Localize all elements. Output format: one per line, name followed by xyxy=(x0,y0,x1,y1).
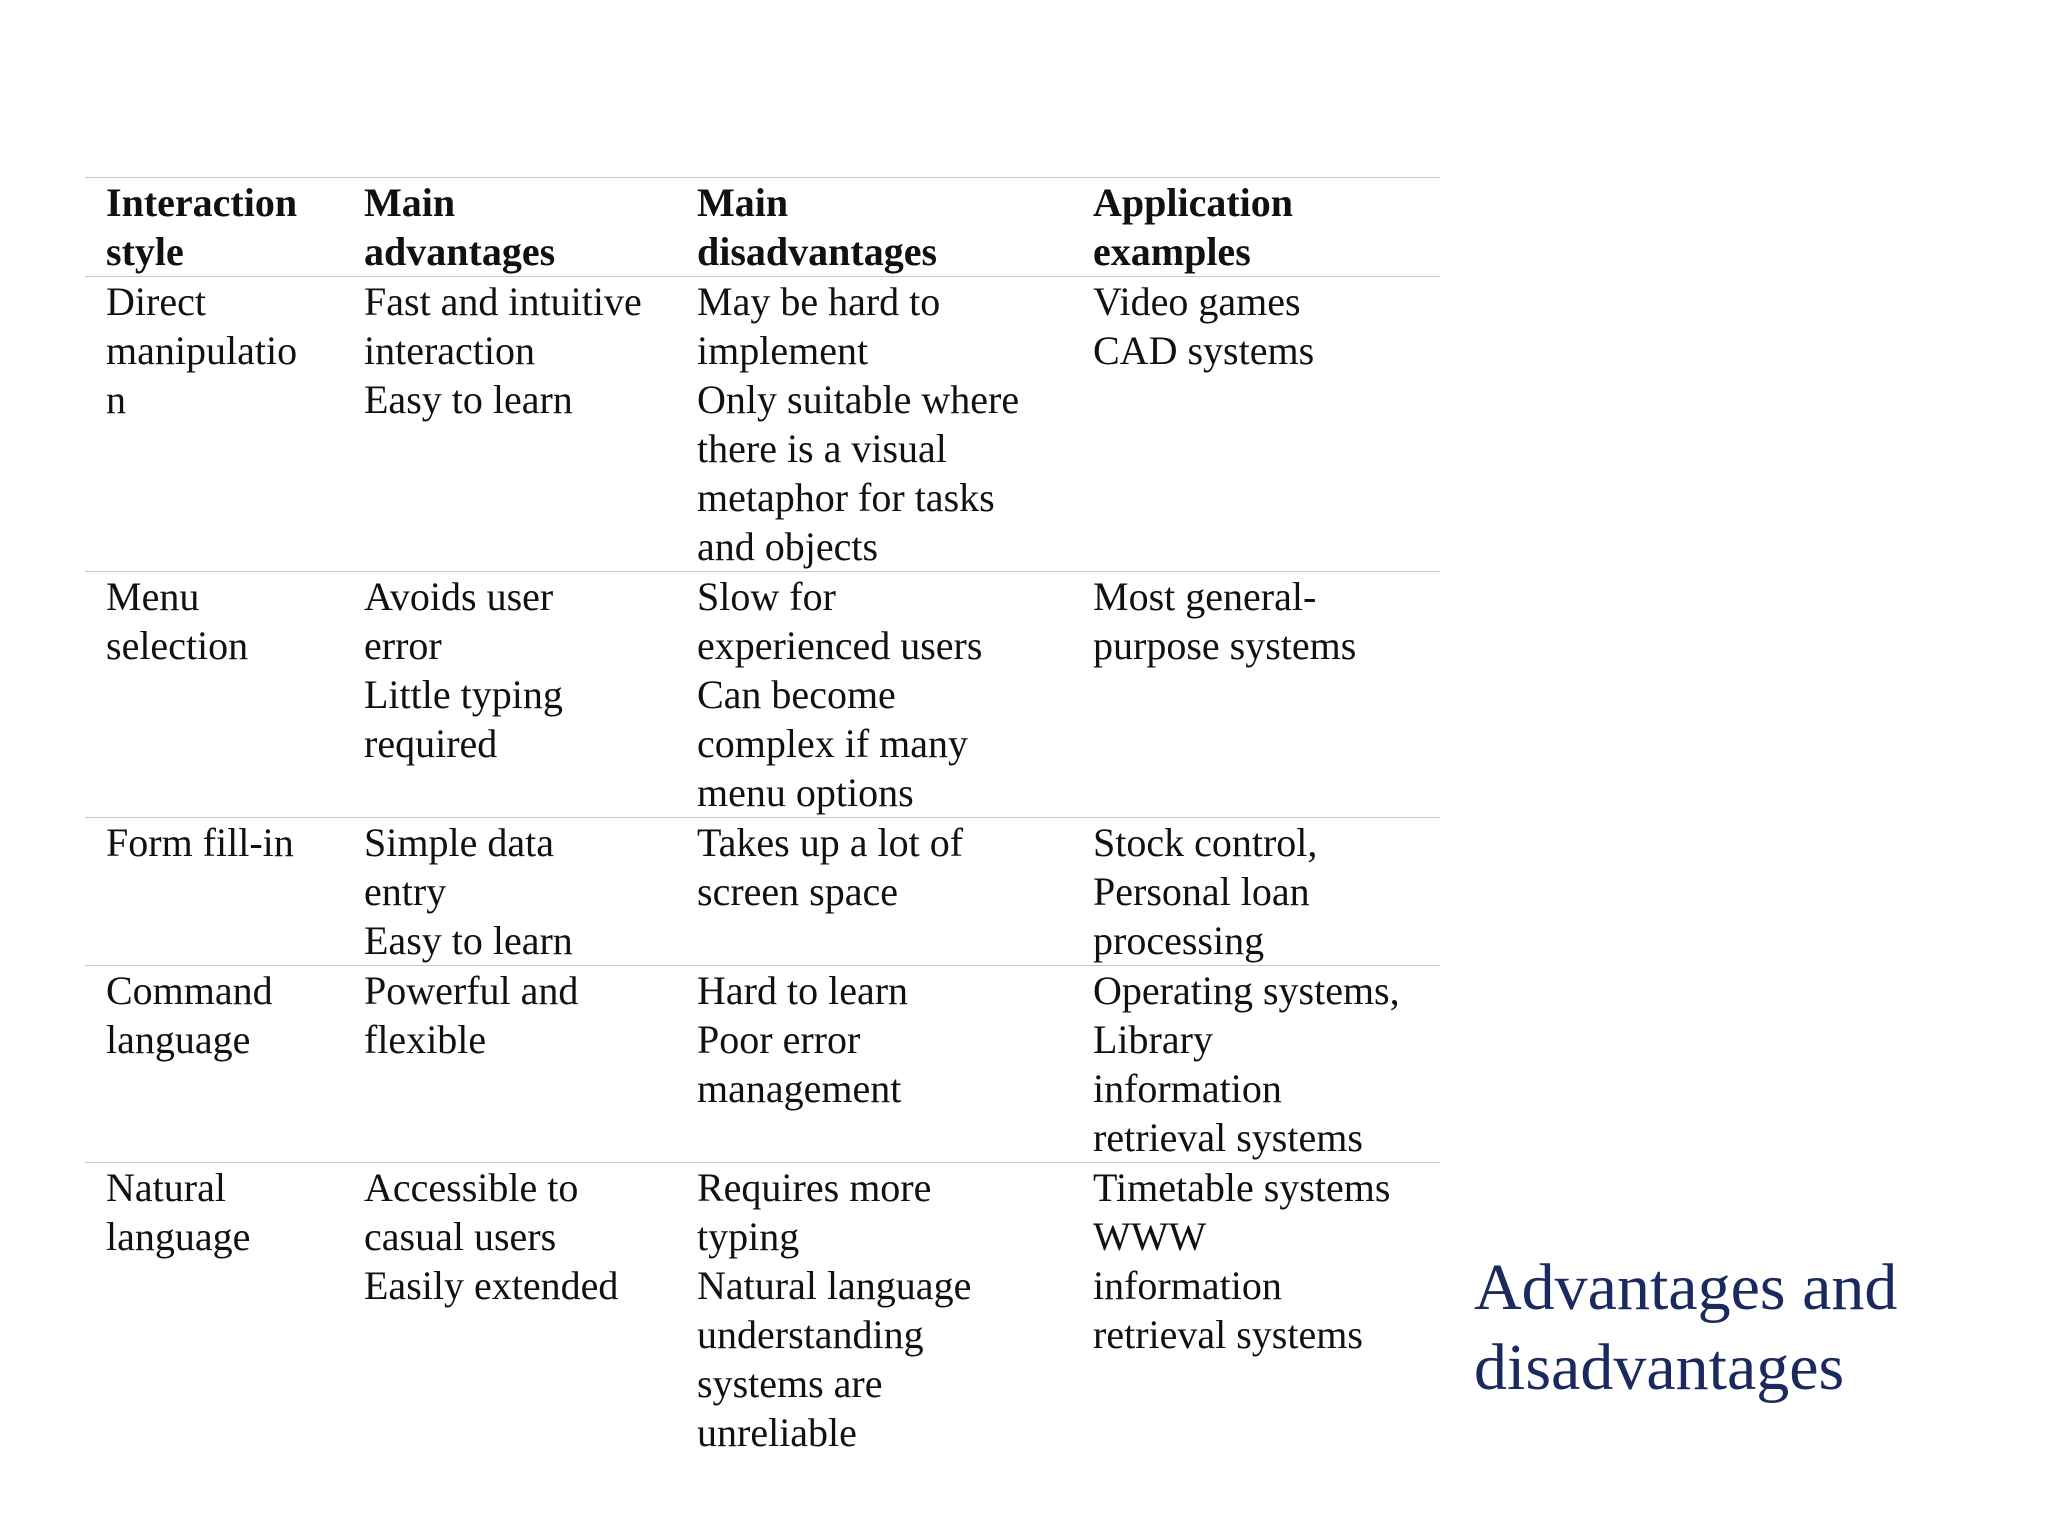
cell-interaction-style xyxy=(85,966,343,1163)
cell-line: Library xyxy=(1093,1017,1213,1062)
cell-line: information xyxy=(1093,1263,1282,1308)
cell-line: Direct xyxy=(106,279,206,324)
cell-line: complex if many xyxy=(697,721,969,766)
cell-line: selection xyxy=(106,623,249,668)
cell-line: entry xyxy=(364,869,447,914)
cell-line: Easy to learn xyxy=(364,377,573,422)
header-line: Application xyxy=(1093,180,1294,225)
cell-disadvantages xyxy=(676,1163,1072,1458)
cell-line: typing xyxy=(697,1214,800,1259)
header-main-advantages xyxy=(343,178,676,277)
cell-line: there is a visual xyxy=(697,426,947,471)
cell-advantages xyxy=(343,572,676,818)
cell-line: Stock control, xyxy=(1093,820,1318,865)
cell-line: required xyxy=(364,721,498,766)
cell-line: Simple data xyxy=(364,820,554,865)
cell-line: metaphor for tasks xyxy=(697,475,995,520)
header-interaction-style xyxy=(85,178,343,277)
cell-line: purpose systems xyxy=(1093,623,1357,668)
cell-line: Hard to learn xyxy=(697,968,909,1013)
cell-line: flexible xyxy=(364,1017,487,1062)
cell-line: n xyxy=(106,377,126,422)
cell-line: Easily extended xyxy=(364,1263,619,1308)
cell-line: and objects xyxy=(697,524,879,569)
cell-disadvantages xyxy=(676,966,1072,1163)
cell-line: Operating systems, xyxy=(1093,968,1400,1013)
cell-line: Can become xyxy=(697,672,896,717)
cell-line: Menu xyxy=(106,574,200,619)
cell-line: interaction xyxy=(364,328,536,373)
cell-line: Most general- xyxy=(1093,574,1317,619)
cell-line: menu options xyxy=(697,770,914,815)
cell-line: Avoids user xyxy=(364,574,554,619)
cell-line: implement xyxy=(697,328,869,373)
cell-line: Personal loan xyxy=(1093,869,1310,914)
cell-examples xyxy=(1072,1163,1440,1458)
cell-line: Fast and intuitive xyxy=(364,279,642,324)
header-line: Main xyxy=(697,180,789,225)
cell-line: error xyxy=(364,623,442,668)
cell-examples xyxy=(1072,818,1440,966)
comparison-table-container xyxy=(85,177,1440,1457)
cell-line: manipulatio xyxy=(106,328,298,373)
slide-title-line: disadvantages xyxy=(1474,1331,1845,1404)
cell-advantages xyxy=(343,277,676,572)
cell-line: Requires more xyxy=(697,1165,932,1210)
cell-line: casual users xyxy=(364,1214,557,1259)
cell-line: Slow for xyxy=(697,574,836,619)
table-row xyxy=(85,966,1440,1163)
table-row xyxy=(85,572,1440,818)
header-line: advantages xyxy=(364,229,556,274)
cell-interaction-style xyxy=(85,572,343,818)
cell-examples xyxy=(1072,572,1440,818)
slide-title xyxy=(1474,1248,1897,1408)
cell-line: Form fill-in xyxy=(106,820,294,865)
cell-line: Accessible to xyxy=(364,1165,579,1210)
cell-line: Takes up a lot of xyxy=(697,820,964,865)
cell-line: processing xyxy=(1093,918,1265,963)
interaction-styles-table xyxy=(85,177,1440,1457)
table-row xyxy=(85,277,1440,572)
cell-examples xyxy=(1072,966,1440,1163)
cell-line: systems are xyxy=(697,1361,883,1406)
cell-interaction-style xyxy=(85,277,343,572)
header-line: Interaction xyxy=(106,180,298,225)
cell-line: management xyxy=(697,1066,902,1111)
cell-disadvantages xyxy=(676,818,1072,966)
cell-line: Natural language xyxy=(697,1263,972,1308)
cell-line: Natural xyxy=(106,1165,226,1210)
cell-line: Video games xyxy=(1093,279,1301,324)
cell-line: Easy to learn xyxy=(364,918,573,963)
header-line: Main xyxy=(364,180,456,225)
table-row xyxy=(85,818,1440,966)
cell-line: Only suitable where xyxy=(697,377,1020,422)
cell-line: Powerful and xyxy=(364,968,579,1013)
cell-line: screen space xyxy=(697,869,898,914)
cell-advantages xyxy=(343,966,676,1163)
cell-line: experienced users xyxy=(697,623,983,668)
cell-line: language xyxy=(106,1214,251,1259)
cell-examples xyxy=(1072,277,1440,572)
cell-line: Timetable systems xyxy=(1093,1165,1391,1210)
cell-interaction-style xyxy=(85,1163,343,1458)
table-header-row xyxy=(85,178,1440,277)
cell-line: WWW xyxy=(1093,1214,1207,1259)
slide-title-line: Advantages and xyxy=(1474,1251,1898,1324)
cell-disadvantages xyxy=(676,277,1072,572)
cell-line: information xyxy=(1093,1066,1282,1111)
cell-line: language xyxy=(106,1017,251,1062)
header-main-disadvantages xyxy=(676,178,1072,277)
cell-line: Little typing xyxy=(364,672,563,717)
cell-advantages xyxy=(343,1163,676,1458)
cell-line: unreliable xyxy=(697,1410,857,1455)
table-row xyxy=(85,1163,1440,1458)
cell-disadvantages xyxy=(676,572,1072,818)
header-line: examples xyxy=(1093,229,1251,274)
cell-advantages xyxy=(343,818,676,966)
cell-line: understanding xyxy=(697,1312,924,1357)
cell-line: Command xyxy=(106,968,273,1013)
cell-line: Poor error xyxy=(697,1017,861,1062)
cell-line: May be hard to xyxy=(697,279,941,324)
header-line: disadvantages xyxy=(697,229,938,274)
cell-line: CAD systems xyxy=(1093,328,1315,373)
cell-line: retrieval systems xyxy=(1093,1115,1363,1160)
header-line: style xyxy=(106,229,184,274)
header-application-examples xyxy=(1072,178,1440,277)
cell-line: retrieval systems xyxy=(1093,1312,1363,1357)
cell-interaction-style xyxy=(85,818,343,966)
